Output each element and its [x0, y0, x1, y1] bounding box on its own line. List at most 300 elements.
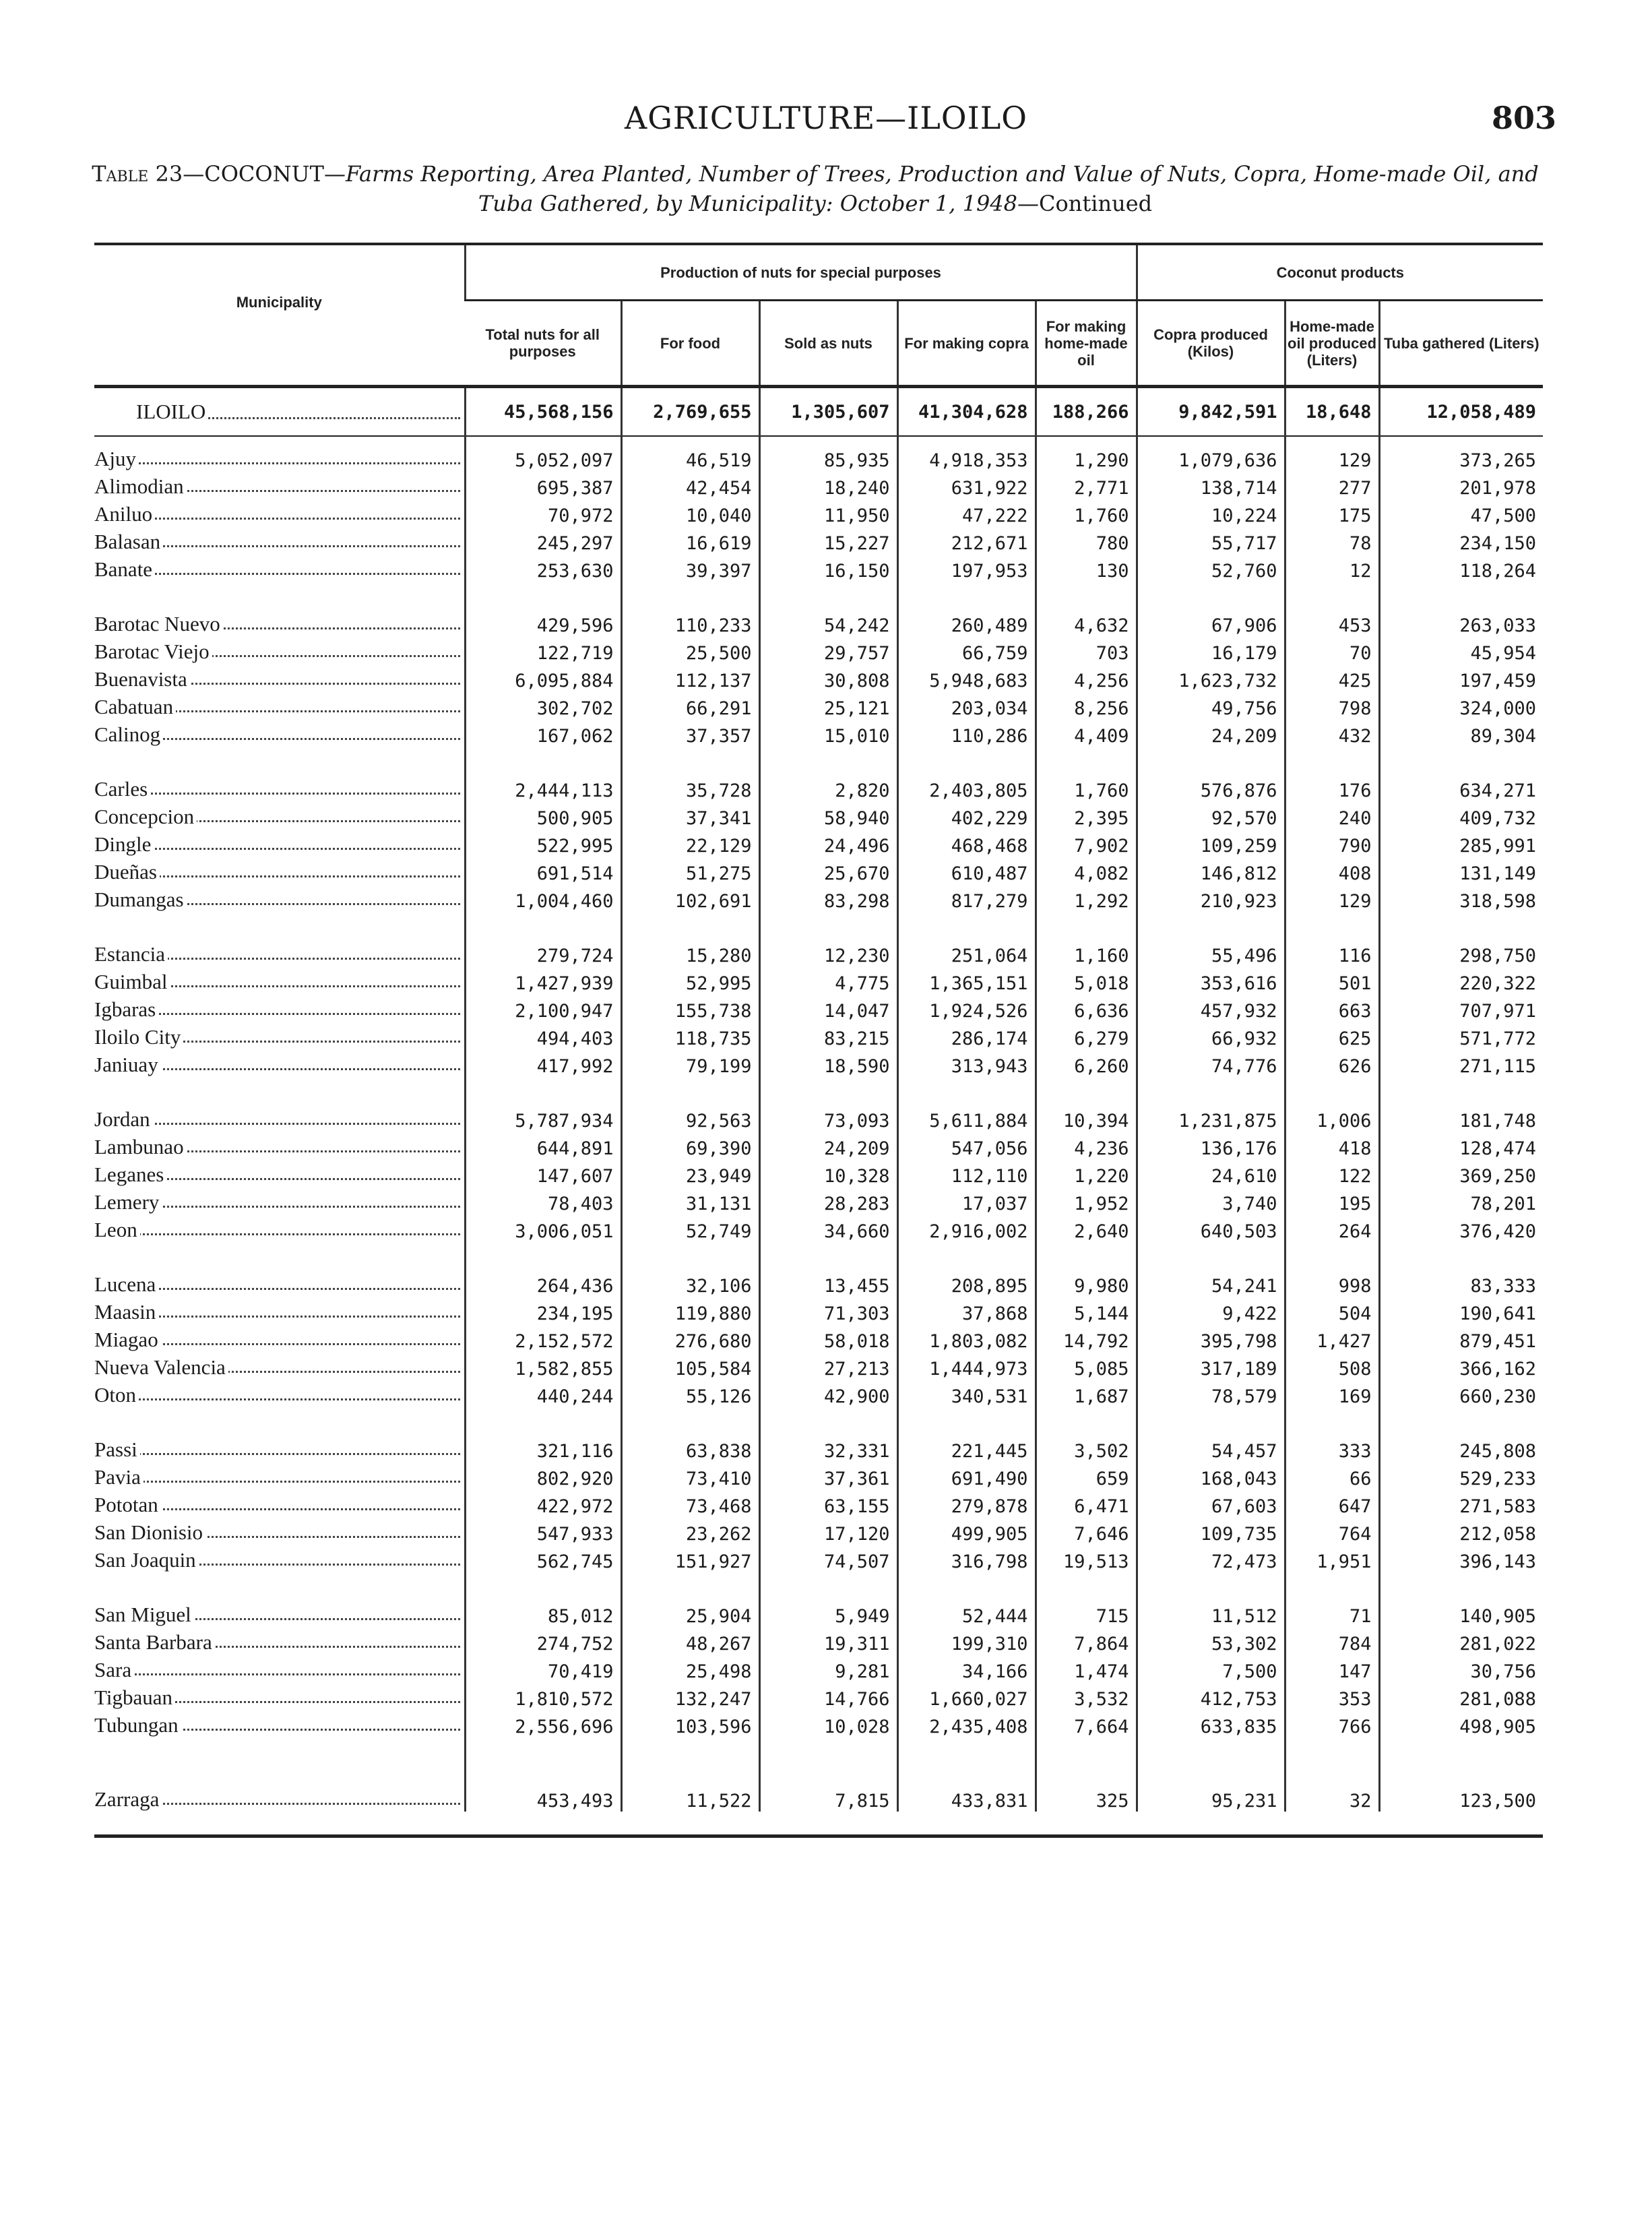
table-cell: 15,227: [759, 526, 897, 554]
table-row: [94, 719, 1543, 747]
column-header: For food: [621, 301, 759, 387]
table-cell: 6,260: [1036, 1049, 1137, 1077]
table-cell: 429,596: [465, 609, 621, 636]
table-row: [94, 499, 1543, 526]
table-row: [94, 774, 1543, 801]
special-purposes-header: Production of nuts for special purposes: [465, 244, 1137, 301]
rule-cell: [759, 1812, 897, 1836]
municipality-name: Cabatuan: [94, 691, 465, 719]
table-cell: 15,010: [759, 719, 897, 747]
table-cell: 63,838: [621, 1434, 759, 1462]
group-spacer: [94, 1407, 1543, 1434]
table-cell: 425: [1285, 664, 1379, 691]
municipality-name: Buenavista: [94, 664, 465, 691]
table-cell: 70,419: [465, 1655, 621, 1682]
table-cell: 28,283: [759, 1187, 897, 1214]
table-row: [94, 1627, 1543, 1655]
table-row: [94, 1517, 1543, 1545]
table-cell: 1,760: [1036, 499, 1137, 526]
table-cell: 25,670: [759, 857, 897, 884]
rule-cell: [1379, 1812, 1543, 1836]
spacer-cell: [1036, 747, 1137, 774]
table-cell: 7,864: [1036, 1627, 1137, 1655]
table-cell: 47,500: [1379, 499, 1543, 526]
table-cell: 51,275: [621, 857, 759, 884]
table-cell: 63,155: [759, 1489, 897, 1517]
rule-cell: [1285, 1812, 1379, 1836]
table-row: [94, 1352, 1543, 1380]
table-cell: 1,623,732: [1137, 664, 1285, 691]
total-cell: 18,648: [1285, 387, 1379, 437]
spacer-cell: [465, 582, 621, 609]
municipality-name: Pototan: [94, 1489, 465, 1517]
table-description: Farms Reporting, Area Planted, Number of Trees, Production and Value of Nuts, Copra, Home-made Oil, and Tuba Gathered, by Municipality: October 1, 1948—: [345, 161, 1539, 216]
table-cell: 277: [1285, 471, 1379, 499]
table-cell: 1,803,082: [897, 1324, 1036, 1352]
table-cell: 504: [1285, 1297, 1379, 1324]
table-cell: 234,150: [1379, 526, 1543, 554]
spacer-cell: [1379, 747, 1543, 774]
table-cell: 366,162: [1379, 1352, 1543, 1380]
table-cell: 5,085: [1036, 1352, 1137, 1380]
table-cell: 276,680: [621, 1324, 759, 1352]
table-cell: 395,798: [1137, 1324, 1285, 1352]
table-cell: 663: [1285, 994, 1379, 1022]
table-cell: 7,664: [1036, 1710, 1137, 1737]
table-cell: 1,951: [1285, 1545, 1379, 1572]
spacer-cell: [1137, 1242, 1285, 1269]
table-cell: 659: [1036, 1462, 1137, 1489]
table-row: [94, 1489, 1543, 1517]
table-cell: 118,735: [621, 1022, 759, 1049]
table-row: [94, 994, 1543, 1022]
group-spacer: [94, 1572, 1543, 1599]
table-row: [94, 1159, 1543, 1187]
table-cell: 10,394: [1036, 1104, 1137, 1132]
table-cell: 340,531: [897, 1380, 1036, 1407]
table-cell: 74,507: [759, 1545, 897, 1572]
table-row: [94, 609, 1543, 636]
table-cell: 610,487: [897, 857, 1036, 884]
table-cell: 128,474: [1379, 1132, 1543, 1159]
table-cell: 37,357: [621, 719, 759, 747]
table-cell: 4,409: [1036, 719, 1137, 747]
table-cell: 78,579: [1137, 1380, 1285, 1407]
table-cell: 9,281: [759, 1655, 897, 1682]
table-cell: 412,753: [1137, 1682, 1285, 1710]
table-cell: 42,900: [759, 1380, 897, 1407]
table-cell: 2,403,805: [897, 774, 1036, 801]
table-row: [94, 554, 1543, 582]
spacer-cell: [465, 1572, 621, 1599]
table-cell: 35,728: [621, 774, 759, 801]
table-cell: 9,422: [1137, 1297, 1285, 1324]
table-cell: 34,166: [897, 1655, 1036, 1682]
table-cell: 48,267: [621, 1627, 759, 1655]
coconut-table: [94, 243, 1543, 1838]
table-cell: 131,149: [1379, 857, 1543, 884]
spacer-cell: [621, 747, 759, 774]
table-cell: 18,240: [759, 471, 897, 499]
table-cell: 780: [1036, 526, 1137, 554]
table-cell: 764: [1285, 1517, 1379, 1545]
table-cell: 25,500: [621, 636, 759, 664]
table-cell: 197,953: [897, 554, 1036, 582]
spacer-cell: [897, 1572, 1036, 1599]
spacer-cell: [1379, 582, 1543, 609]
municipality-name: Lemery: [94, 1187, 465, 1214]
rule-cell: [897, 1812, 1036, 1836]
table-cell: 132,247: [621, 1682, 759, 1710]
table-cell: 279,724: [465, 939, 621, 966]
spacer-cell: [1137, 1077, 1285, 1104]
rule-cell: [94, 1812, 465, 1836]
municipality-name: Guimbal: [94, 966, 465, 994]
table-cell: 240: [1285, 801, 1379, 829]
municipality-name: San Miguel: [94, 1599, 465, 1627]
table-cell: 369,250: [1379, 1159, 1543, 1187]
coconut-products-header: Coconut products: [1137, 244, 1543, 301]
table-cell: 78: [1285, 526, 1379, 554]
table-cell: 116: [1285, 939, 1379, 966]
table-cell: 190,641: [1379, 1297, 1543, 1324]
municipality-name: Zarraga: [94, 1764, 465, 1812]
table-cell: 1,006: [1285, 1104, 1379, 1132]
total-cell: 41,304,628: [897, 387, 1036, 437]
spacer-cell: [897, 1077, 1036, 1104]
table-cell: 58,018: [759, 1324, 897, 1352]
spacer-cell: [1036, 1407, 1137, 1434]
table-cell: 4,236: [1036, 1132, 1137, 1159]
spacer-cell: [621, 1407, 759, 1434]
municipality-name: Dueñas: [94, 857, 465, 884]
table-cell: 1,427,939: [465, 966, 621, 994]
table-cell: 260,489: [897, 609, 1036, 636]
table-cell: 5,052,097: [465, 436, 621, 471]
table-cell: 1,079,636: [1137, 436, 1285, 471]
table-cell: 37,868: [897, 1297, 1036, 1324]
spacer-cell: [759, 747, 897, 774]
table-cell: 790: [1285, 829, 1379, 857]
table-cell: 245,297: [465, 526, 621, 554]
spacer-cell: [897, 747, 1036, 774]
municipality-name: Nueva Valencia: [94, 1352, 465, 1380]
table-row: [94, 526, 1543, 554]
table-cell: 3,006,051: [465, 1214, 621, 1242]
table-cell: 418: [1285, 1132, 1379, 1159]
table-row: [94, 1655, 1543, 1682]
table-cell: 1,474: [1036, 1655, 1137, 1682]
table-cell: 500,905: [465, 801, 621, 829]
table-cell: 264: [1285, 1214, 1379, 1242]
table-cell: 5,611,884: [897, 1104, 1036, 1132]
table-cell: 140,905: [1379, 1599, 1543, 1627]
spacer-cell: [1285, 582, 1379, 609]
table-row: [94, 1132, 1543, 1159]
table-cell: 24,496: [759, 829, 897, 857]
table-row: [94, 1214, 1543, 1242]
spacer-cell: [1036, 1077, 1137, 1104]
municipality-name: Janiuay: [94, 1049, 465, 1077]
table-cell: 576,876: [1137, 774, 1285, 801]
spacer-cell: [897, 912, 1036, 939]
spacer-cell: [465, 1077, 621, 1104]
total-cell: 45,568,156: [465, 387, 621, 437]
table-cell: 313,943: [897, 1049, 1036, 1077]
closing-rule: [94, 1812, 1543, 1836]
table-cell: 12: [1285, 554, 1379, 582]
table-cell: 92,570: [1137, 801, 1285, 829]
municipality-name: San Dionisio: [94, 1517, 465, 1545]
table-cell: 208,895: [897, 1269, 1036, 1297]
table-cell: 3,502: [1036, 1434, 1137, 1462]
table-cell: 4,918,353: [897, 436, 1036, 471]
table-row: [94, 1599, 1543, 1627]
spacer-cell: [94, 1407, 465, 1434]
province-name: ILOILO: [94, 387, 465, 437]
municipality-name: Calinog: [94, 719, 465, 747]
table-cell: 1,292: [1036, 884, 1137, 912]
table-cell: 251,064: [897, 939, 1036, 966]
table-cell: 85,012: [465, 1599, 621, 1627]
table-cell: 15,280: [621, 939, 759, 966]
group-spacer: [94, 912, 1543, 939]
table-cell: 7,815: [759, 1764, 897, 1812]
spacer-cell: [94, 912, 465, 939]
municipality-name: Igbaras: [94, 994, 465, 1022]
spacer-cell: [94, 1242, 465, 1269]
table-cell: 633,835: [1137, 1710, 1285, 1737]
table-cell: 634,271: [1379, 774, 1543, 801]
table-cell: 25,121: [759, 691, 897, 719]
rule-cell: [465, 1812, 621, 1836]
table-cell: 34,660: [759, 1214, 897, 1242]
municipality-name: Concepcion: [94, 801, 465, 829]
spacer-cell: [897, 1737, 1036, 1764]
table-cell: 11,950: [759, 499, 897, 526]
total-cell: 2,769,655: [621, 387, 759, 437]
table-cell: 73,468: [621, 1489, 759, 1517]
group-spacer: [94, 582, 1543, 609]
table-cell: 318,598: [1379, 884, 1543, 912]
table-cell: 1,924,526: [897, 994, 1036, 1022]
rule-cell: [1036, 1812, 1137, 1836]
spacer-cell: [759, 1077, 897, 1104]
table-cell: 14,047: [759, 994, 897, 1022]
spacer-cell: [1137, 1737, 1285, 1764]
table-row: [94, 1764, 1543, 1812]
table-cell: 176: [1285, 774, 1379, 801]
table-cell: 103,596: [621, 1710, 759, 1737]
table-cell: 52,995: [621, 966, 759, 994]
table-cell: 83,298: [759, 884, 897, 912]
municipality-name: San Joaquin: [94, 1545, 465, 1572]
table-cell: 547,933: [465, 1517, 621, 1545]
table-cell: 271,583: [1379, 1489, 1543, 1517]
table-cell: 302,702: [465, 691, 621, 719]
table-row: [94, 1269, 1543, 1297]
table-cell: 1,160: [1036, 939, 1137, 966]
table-cell: 263,033: [1379, 609, 1543, 636]
table-cell: 353,616: [1137, 966, 1285, 994]
table-cell: 3,740: [1137, 1187, 1285, 1214]
table-row: [94, 829, 1543, 857]
spacer-cell: [94, 1572, 465, 1599]
table-cell: 14,766: [759, 1682, 897, 1710]
table-cell: 37,341: [621, 801, 759, 829]
table-row: [94, 471, 1543, 499]
table-cell: 52,749: [621, 1214, 759, 1242]
table-cell: 703: [1036, 636, 1137, 664]
spacer-cell: [94, 1077, 465, 1104]
spacer-cell: [465, 747, 621, 774]
spacer-cell: [1285, 1407, 1379, 1434]
table-row: [94, 664, 1543, 691]
table-label: Table 23—: [92, 161, 205, 187]
total-cell: 188,266: [1036, 387, 1137, 437]
spacer-cell: [1137, 1407, 1285, 1434]
table-cell: 271,115: [1379, 1049, 1543, 1077]
total-row: [94, 387, 1543, 437]
table-cell: 264,436: [465, 1269, 621, 1297]
table-cell: 3,532: [1036, 1682, 1137, 1710]
table-cell: 13,455: [759, 1269, 897, 1297]
table-cell: 1,952: [1036, 1187, 1137, 1214]
table-cell: 396,143: [1379, 1545, 1543, 1572]
table-cell: 10,040: [621, 499, 759, 526]
table-cell: 353: [1285, 1682, 1379, 1710]
table-cell: 1,660,027: [897, 1682, 1036, 1710]
table-cell: 155,738: [621, 994, 759, 1022]
spacer-cell: [1285, 912, 1379, 939]
table-cell: 432: [1285, 719, 1379, 747]
municipality-name: Leganes: [94, 1159, 465, 1187]
table-cell: 691,490: [897, 1462, 1036, 1489]
table-cell: 212,671: [897, 526, 1036, 554]
municipality-name: Barotac Nuevo: [94, 609, 465, 636]
table-cell: 1,220: [1036, 1159, 1137, 1187]
group-spacer: [94, 1737, 1543, 1764]
table-row: [94, 1104, 1543, 1132]
table-row: [94, 1380, 1543, 1407]
table-cell: 625: [1285, 1022, 1379, 1049]
table-continued: Continued: [1039, 191, 1153, 216]
municipality-name: Estancia: [94, 939, 465, 966]
table-cell: 112,137: [621, 664, 759, 691]
table-cell: 2,916,002: [897, 1214, 1036, 1242]
table-cell: 123,500: [1379, 1764, 1543, 1812]
table-cell: 25,904: [621, 1599, 759, 1627]
table-cell: 5,949: [759, 1599, 897, 1627]
table-cell: 167,062: [465, 719, 621, 747]
table-row: [94, 1545, 1543, 1572]
table-cell: 23,949: [621, 1159, 759, 1187]
spacer-cell: [1036, 1737, 1137, 1764]
table-cell: 626: [1285, 1049, 1379, 1077]
table-cell: 402,229: [897, 801, 1036, 829]
table-cell: 522,995: [465, 829, 621, 857]
column-header: Home-made oil produced (Liters): [1285, 301, 1379, 387]
table-row: [94, 1682, 1543, 1710]
spacer-cell: [1379, 1407, 1543, 1434]
spacer-cell: [1036, 912, 1137, 939]
page-number: 803: [1491, 100, 1556, 136]
table-row: [94, 801, 1543, 829]
spacer-cell: [1285, 1077, 1379, 1104]
table-cell: 105,584: [621, 1352, 759, 1380]
table-cell: 408: [1285, 857, 1379, 884]
table-cell: 316,798: [897, 1545, 1036, 1572]
table-cell: 245,808: [1379, 1434, 1543, 1462]
table-cell: 195: [1285, 1187, 1379, 1214]
table-cell: 879,451: [1379, 1324, 1543, 1352]
table-cell: 66,932: [1137, 1022, 1285, 1049]
table-cell: 30,756: [1379, 1655, 1543, 1682]
table-cell: 55,717: [1137, 526, 1285, 554]
table-cell: 220,322: [1379, 966, 1543, 994]
table-cell: 286,174: [897, 1022, 1036, 1049]
table-row: [94, 691, 1543, 719]
column-header: Sold as nuts: [759, 301, 897, 387]
table-cell: 147: [1285, 1655, 1379, 1682]
table-cell: 39,397: [621, 554, 759, 582]
table-cell: 221,445: [897, 1434, 1036, 1462]
municipality-name: Jordan: [94, 1104, 465, 1132]
table-cell: 1,810,572: [465, 1682, 621, 1710]
table-cell: 253,630: [465, 554, 621, 582]
spacer-cell: [465, 1737, 621, 1764]
table-cell: 766: [1285, 1710, 1379, 1737]
table-cell: 203,034: [897, 691, 1036, 719]
table-cell: 151,927: [621, 1545, 759, 1572]
table-row: [94, 1297, 1543, 1324]
table-cell: 4,256: [1036, 664, 1137, 691]
column-header: Total nuts for all purposes: [465, 301, 621, 387]
spacer-cell: [94, 582, 465, 609]
table-cell: 22,129: [621, 829, 759, 857]
table-cell: 70: [1285, 636, 1379, 664]
table-cell: 32,106: [621, 1269, 759, 1297]
table-cell: 695,387: [465, 471, 621, 499]
table-row: [94, 1187, 1543, 1214]
table-cell: 802,920: [465, 1462, 621, 1489]
table-cell: 46,519: [621, 436, 759, 471]
spacer-cell: [1379, 1077, 1543, 1104]
table-cell: 199,310: [897, 1627, 1036, 1655]
municipality-name: Aniluo: [94, 499, 465, 526]
table-cell: 54,241: [1137, 1269, 1285, 1297]
table-cell: 468,468: [897, 829, 1036, 857]
table-cell: 19,513: [1036, 1545, 1137, 1572]
table-cell: 440,244: [465, 1380, 621, 1407]
table-cell: 1,444,973: [897, 1352, 1036, 1380]
municipality-name: Banate: [94, 554, 465, 582]
table-cell: 6,636: [1036, 994, 1137, 1022]
table-cell: 498,905: [1379, 1710, 1543, 1737]
table-cell: 7,500: [1137, 1655, 1285, 1682]
spacer-cell: [1379, 1572, 1543, 1599]
table-cell: 168,043: [1137, 1462, 1285, 1489]
table-cell: 4,775: [759, 966, 897, 994]
table-cell: 281,088: [1379, 1682, 1543, 1710]
table-cell: 71: [1285, 1599, 1379, 1627]
table-cell: 110,286: [897, 719, 1036, 747]
table-row: [94, 884, 1543, 912]
column-header: Copra produced (Kilos): [1137, 301, 1285, 387]
table-cell: 66,291: [621, 691, 759, 719]
table-cell: 4,082: [1036, 857, 1137, 884]
table-cell: 798: [1285, 691, 1379, 719]
